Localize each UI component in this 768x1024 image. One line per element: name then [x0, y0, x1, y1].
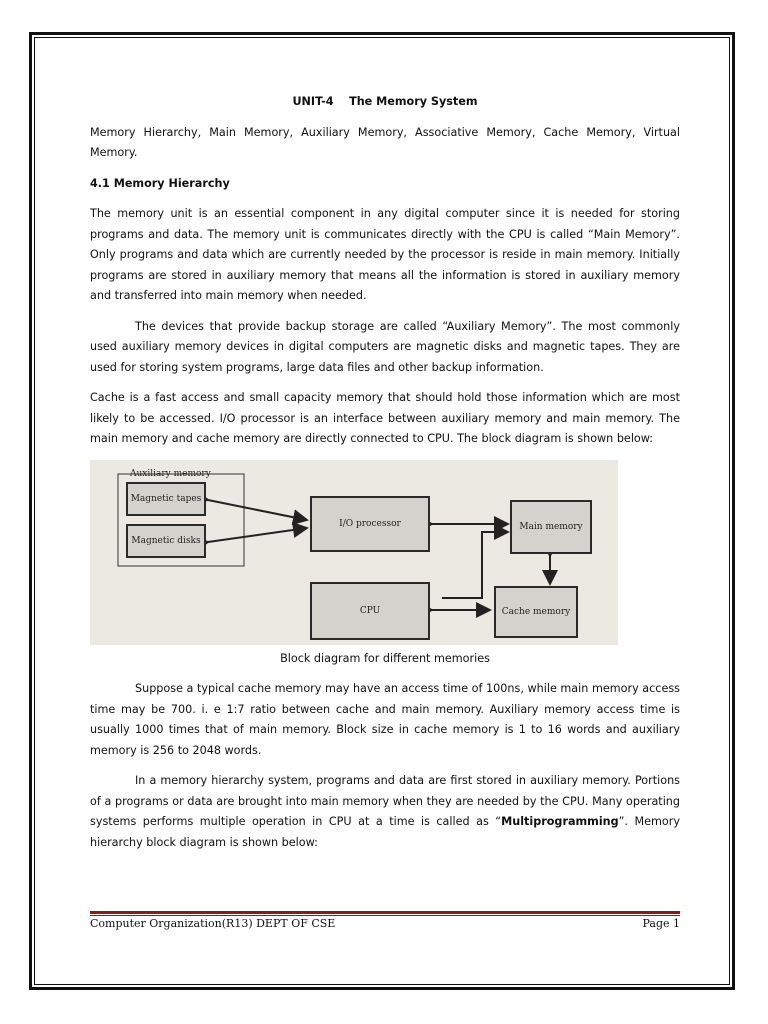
- disks-io-link: [208, 528, 307, 542]
- cpu-box: CPU: [310, 582, 430, 640]
- paragraph-3: Cache is a fast access and small capacity memory that should hold those information which are most likely to be accessed. I/O processor is an interface between auxiliary memory and main memory. The main memory and cache memory are directly connected to CPU. The block diagram is shown below:: [90, 391, 680, 445]
- paragraph-2: The devices that provide backup storage are called “Auxiliary Memory”. The most commonly used auxiliary memory devices in digital computers are magnetic disks and magnetic tapes. They are used for storing system programs, large data files and other backup information.: [90, 319, 680, 374]
- figure-caption: Block diagram for different memories: [280, 651, 490, 665]
- io-processor-box: I/O processor: [310, 496, 430, 552]
- page-number: Page 1: [642, 917, 680, 930]
- cache-memory-box: Cache memory: [494, 586, 578, 638]
- topics-list: Memory Hierarchy, Main Memory, Auxiliary Memory, Associative Memory, Cache Memory, Virtual Memory.: [90, 125, 680, 159]
- tapes-io-link: [208, 500, 307, 520]
- magnetic-disks-box: Magnetic disks: [126, 524, 206, 558]
- magnetic-tapes-box: Magnetic tapes: [126, 482, 206, 516]
- aux-memory-label: Auxiliary memory: [130, 468, 211, 479]
- footer-rule-thin: [90, 915, 680, 916]
- footer-rule: [90, 911, 680, 914]
- page-content: [90, 92, 680, 863]
- page-footer: [90, 917, 680, 935]
- paragraph-5: [90, 771, 680, 853]
- paragraph-1: The memory unit is an essential component in any digital computer since it is needed for storing programs and data. The memory unit is communicates directly with the CPU is called “Main Memory”. Only programs and data which are currently needed by the processor is reside in main memory. Initially programs are stored in auxiliary memory that means all the information is stored in auxiliary memory and transferred into main memory when needed.: [90, 207, 680, 302]
- paragraph-5-tail: ”. Memory hierarchy block diagram is shown below:: [90, 815, 680, 849]
- page-title: UNIT-4 The Memory System: [292, 95, 478, 108]
- paragraph-5-text: In a memory hierarchy system, programs and data are first stored in auxiliary memory. Portions of a programs or data are brought into main memory when they are needed by the CPU. Many operating systems performs multiple operation in CPU at a time is called as “: [90, 774, 680, 828]
- main-memory-box: Main memory: [510, 500, 592, 554]
- footer-course: Computer Organization(R13) DEPT OF CSE: [90, 917, 336, 930]
- paragraph-4: Suppose a typical cache memory may have an access time of 100ns, while main memory access time may be 700. i. e 1:7 ratio between cache and main memory. Auxiliary memory access time is usually 1000 times that of main memory. Block size in cache memory is 1 to 16 words and auxiliary memory is 256 to 2048 words.: [90, 682, 680, 757]
- section-heading: 4.1 Memory Hierarchy: [90, 176, 230, 190]
- multiprogramming-term: Multiprogramming: [501, 815, 619, 828]
- memory-block-diagram: [90, 460, 618, 645]
